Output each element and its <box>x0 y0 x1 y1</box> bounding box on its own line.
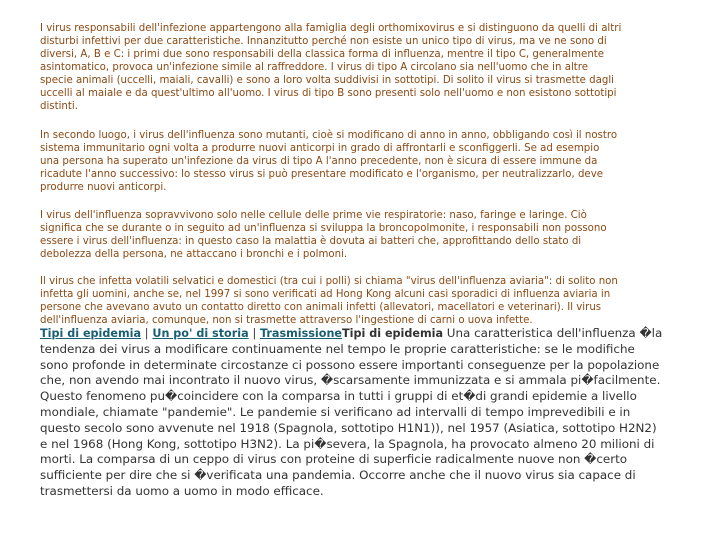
text-line: una persona ha superato un'infezione da virus di tipo A l'anno precedente, non è sicura di essere immune da <box>40 156 598 167</box>
text-line: morti. La comparsa di un ceppo di virus con proteine di superficie radicalmente nuove non �certo <box>40 452 628 467</box>
text-line: persone che avevano avuto un contatto diretto con animali infetti (allevatori, macellatori e veterinari). Il virus <box>40 302 602 313</box>
paragraph-avian <box>40 275 680 327</box>
nav-separator: | <box>252 327 257 340</box>
text-line: Una caratteristica dell'influenza �la <box>443 326 663 340</box>
paragraph-respiratory <box>40 209 680 261</box>
nav-line <box>40 326 690 342</box>
text-line: infetta gli uomini, anche se, nel 1997 si sono verificati ad Hong Kong alcuni casi sporadici di influenza aviaria in <box>40 289 611 300</box>
text-line: asintomatico, provoca un'infezione simile al raffreddore. I virus di tipo A circolano sia nell'uomo che in altre <box>40 62 589 73</box>
text-line: mondiale, chiamate "pandemie". Le pandemie si verificano ad intervalli di tempo imprevedibili e in <box>40 404 631 419</box>
paragraph-mutation <box>40 129 680 194</box>
section-heading: Tipi di epidemia <box>342 327 444 340</box>
text-line: dell'influenza aviaria, comunque, non si trasmette attraverso l'ingestione di carni o uova infette. <box>40 315 533 326</box>
nav-separator: | <box>144 327 149 340</box>
text-line: che, non avendo mai incontrato il nuovo virus, �scarsamente immunizzata e si ammala pi�facilmente. <box>40 373 661 388</box>
text-line: tendenza dei virus a modificare continuamente nel tempo le proprie caratteristiche: se le modifiche <box>40 341 635 356</box>
text-line-final: trasmettersi da uomo a uomo in modo efficace. <box>40 484 324 498</box>
text-line: distinti. <box>40 101 78 112</box>
text-line: sistema immunitario ogni volta a produrre nuovi anticorpi in grado di affrontarli e sconfiggerli. Se ad esempio <box>40 143 600 154</box>
text-line: essere i virus dell'influenza: in questo caso la malattia è dovuta ai batteri che, approfittando dello stato di <box>40 236 582 247</box>
text-line: ricadute l'anno successivo: lo stesso virus si può presentare modificato e l'organismo, per neutralizzarlo, deve <box>40 169 603 180</box>
text-line: disturbi infettivi per due caratteristiche. Innanzitutto perché non esiste un unico tipo di virus, ma ve ne sono di <box>40 36 607 47</box>
text-line: e nel 1968 (Hong Kong, sottotipo H3N2). La pi�severa, la Spagnola, ha provocato almeno 20 milioni di <box>40 436 655 451</box>
text-line: Questo fenomeno pu�coincidere con la comparsa in tutti i gruppi di et�di grandi epidemie a livello <box>40 389 637 404</box>
text-line: significa che se durante o in seguito ad un'influenza si sviluppa la broncopolmonite, i responsabili non possono <box>40 223 607 234</box>
text-line: In secondo luogo, i virus dell'influenza sono mutanti, cioè si modificano di anno in anno, obbligando così il nostro <box>40 130 618 141</box>
text-line: I virus responsabili dell'infezione appartengono alla famiglia degli orthomixovirus e si distinguono da quelli di altri <box>40 23 622 34</box>
paragraph-virus-types <box>40 22 680 113</box>
nav-link-trasmissione[interactable]: Trasmissione <box>260 327 343 340</box>
text-line: questo secolo sono avvenute nel 1918 (Spagnola, sottotipo H1N1)), nel 1957 (Asiatica, sottotipo H2N2) <box>40 420 657 435</box>
text-line: diversi, A, B e C: i primi due sono responsabili della classica forma di influenza, mentre il tipo C, generalmente <box>40 49 605 60</box>
text-line: sono profonde in determinate circostanze ci possono essere importanti conseguenze per la popolazione <box>40 357 660 372</box>
epidemia-section <box>40 326 690 484</box>
text-line: produrre nuovi anticorpi. <box>40 182 167 193</box>
text-line: Il virus che infetta volatili selvatici e domestici (tra cui i polli) si chiama "virus dell'influenza aviaria": di solito non <box>40 276 618 287</box>
text-line: debolezza della persona, ne attaccano i bronchi e i polmoni. <box>40 249 348 260</box>
text-line: I virus dell'influenza sopravvivono solo nelle cellule delle prime vie respiratorie: naso, faringe e laringe. Ciò <box>40 210 587 221</box>
text-line: specie animali (uccelli, maiali, cavalli) e sono a loro volta suddivisi in sottotipi. Di solito il virus si trasmette dagli <box>40 75 614 86</box>
nav-link-tipi-di-epidemia[interactable]: Tipi di epidemia <box>40 327 142 340</box>
text-line: uccelli al maiale e da quest'ultimo all'uomo. I virus di tipo B sono presenti solo nell'uomo e non esistono sottotipi <box>40 88 617 99</box>
nav-link-un-po-di-storia[interactable]: Un po' di storia <box>152 327 249 340</box>
text-line: sufficiente per dire che si �verificata una pandemia. Occorre anche che il nuovo virus sia capace di <box>40 468 636 483</box>
